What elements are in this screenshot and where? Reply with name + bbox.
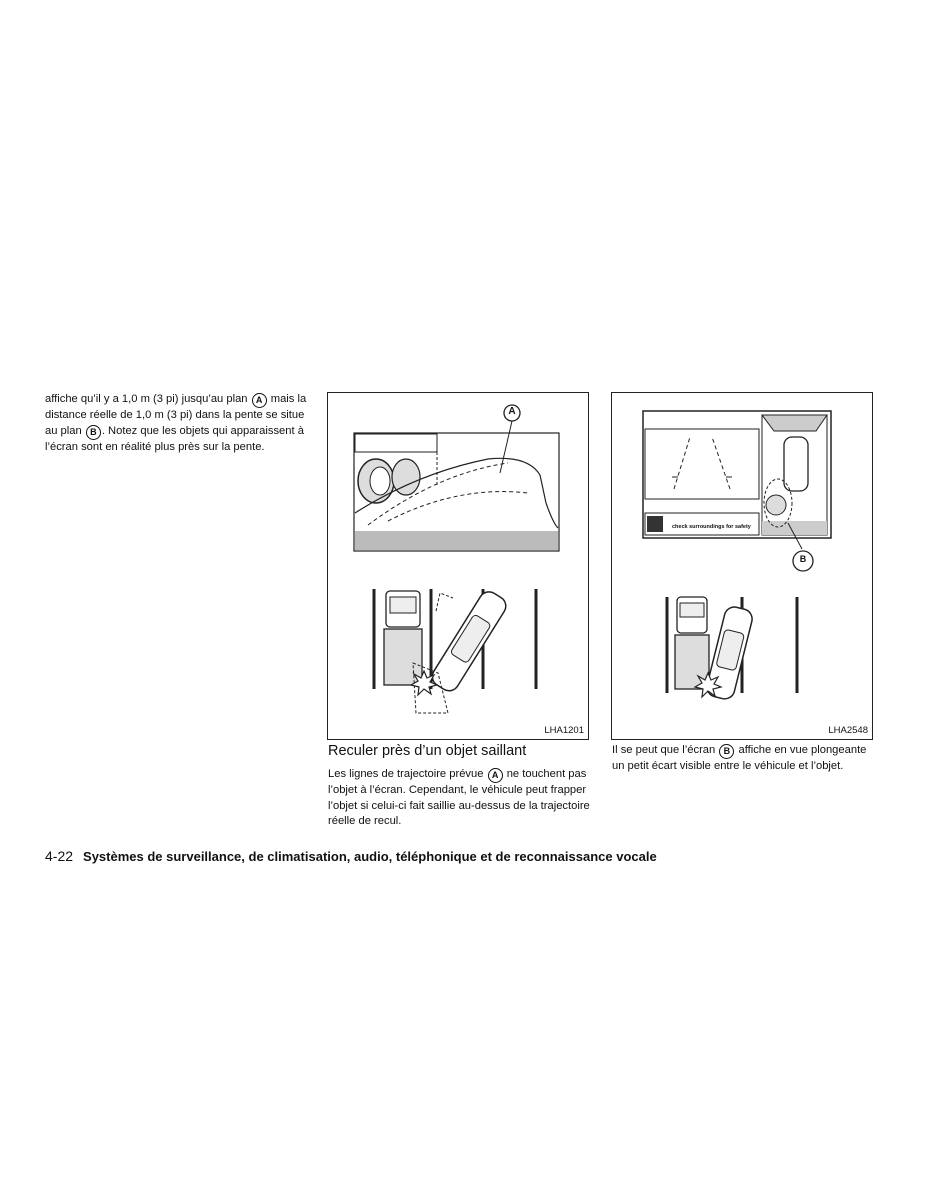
section-paragraph	[328, 767, 590, 830]
callout-b-label: B	[799, 554, 807, 564]
marker-b: B	[86, 425, 101, 440]
figure-lha2548	[611, 392, 873, 740]
section-heading: Reculer près d’un objet saillant	[328, 743, 527, 759]
page-footer	[45, 848, 657, 864]
marker-b: B	[719, 744, 734, 759]
text-segment: affiche en vue plongeante un petit écart visible entre le véhicule et l’objet.	[612, 744, 867, 772]
text-segment: ne touchent pas l’objet à l’écran. Cependant, le véhicule peut frapper l’objet si celui-ci fait saillie au-dessus de la trajectoire réelle de recul.	[328, 768, 590, 828]
page-number: 4-22	[45, 848, 74, 864]
text-segment: Les lignes de trajectoire prévue	[328, 768, 487, 780]
text-segment: mais la distance réelle de 1,0 m (3 pi) dans la pente se situe au plan	[45, 393, 307, 437]
figure2-paragraph	[612, 743, 874, 775]
screen-caption: check surroundings for safety	[672, 524, 751, 530]
figure-id: LHA1201	[544, 725, 584, 736]
text-segment: Il se peut que l’écran	[612, 744, 719, 756]
figure-illustration	[328, 393, 590, 741]
chapter-title: Systèmes de surveillance, de climatisation, audio, téléphonique et de reconnaissance vocale	[83, 849, 657, 864]
text-segment: affiche qu’il y a 1,0 m (3 pi) jusqu’au plan	[45, 393, 251, 405]
marker-a: A	[252, 393, 267, 408]
callout-a-label: A	[508, 406, 516, 417]
text-segment: . Notez que les objets qui apparaissent à l’écran sont en réalité plus près sur la pente.	[45, 424, 304, 453]
figure-illustration	[612, 393, 874, 741]
intro-paragraph	[45, 392, 307, 455]
figure-lha1201	[327, 392, 589, 740]
figure-id: LHA2548	[828, 725, 868, 736]
marker-a: A	[488, 768, 503, 783]
